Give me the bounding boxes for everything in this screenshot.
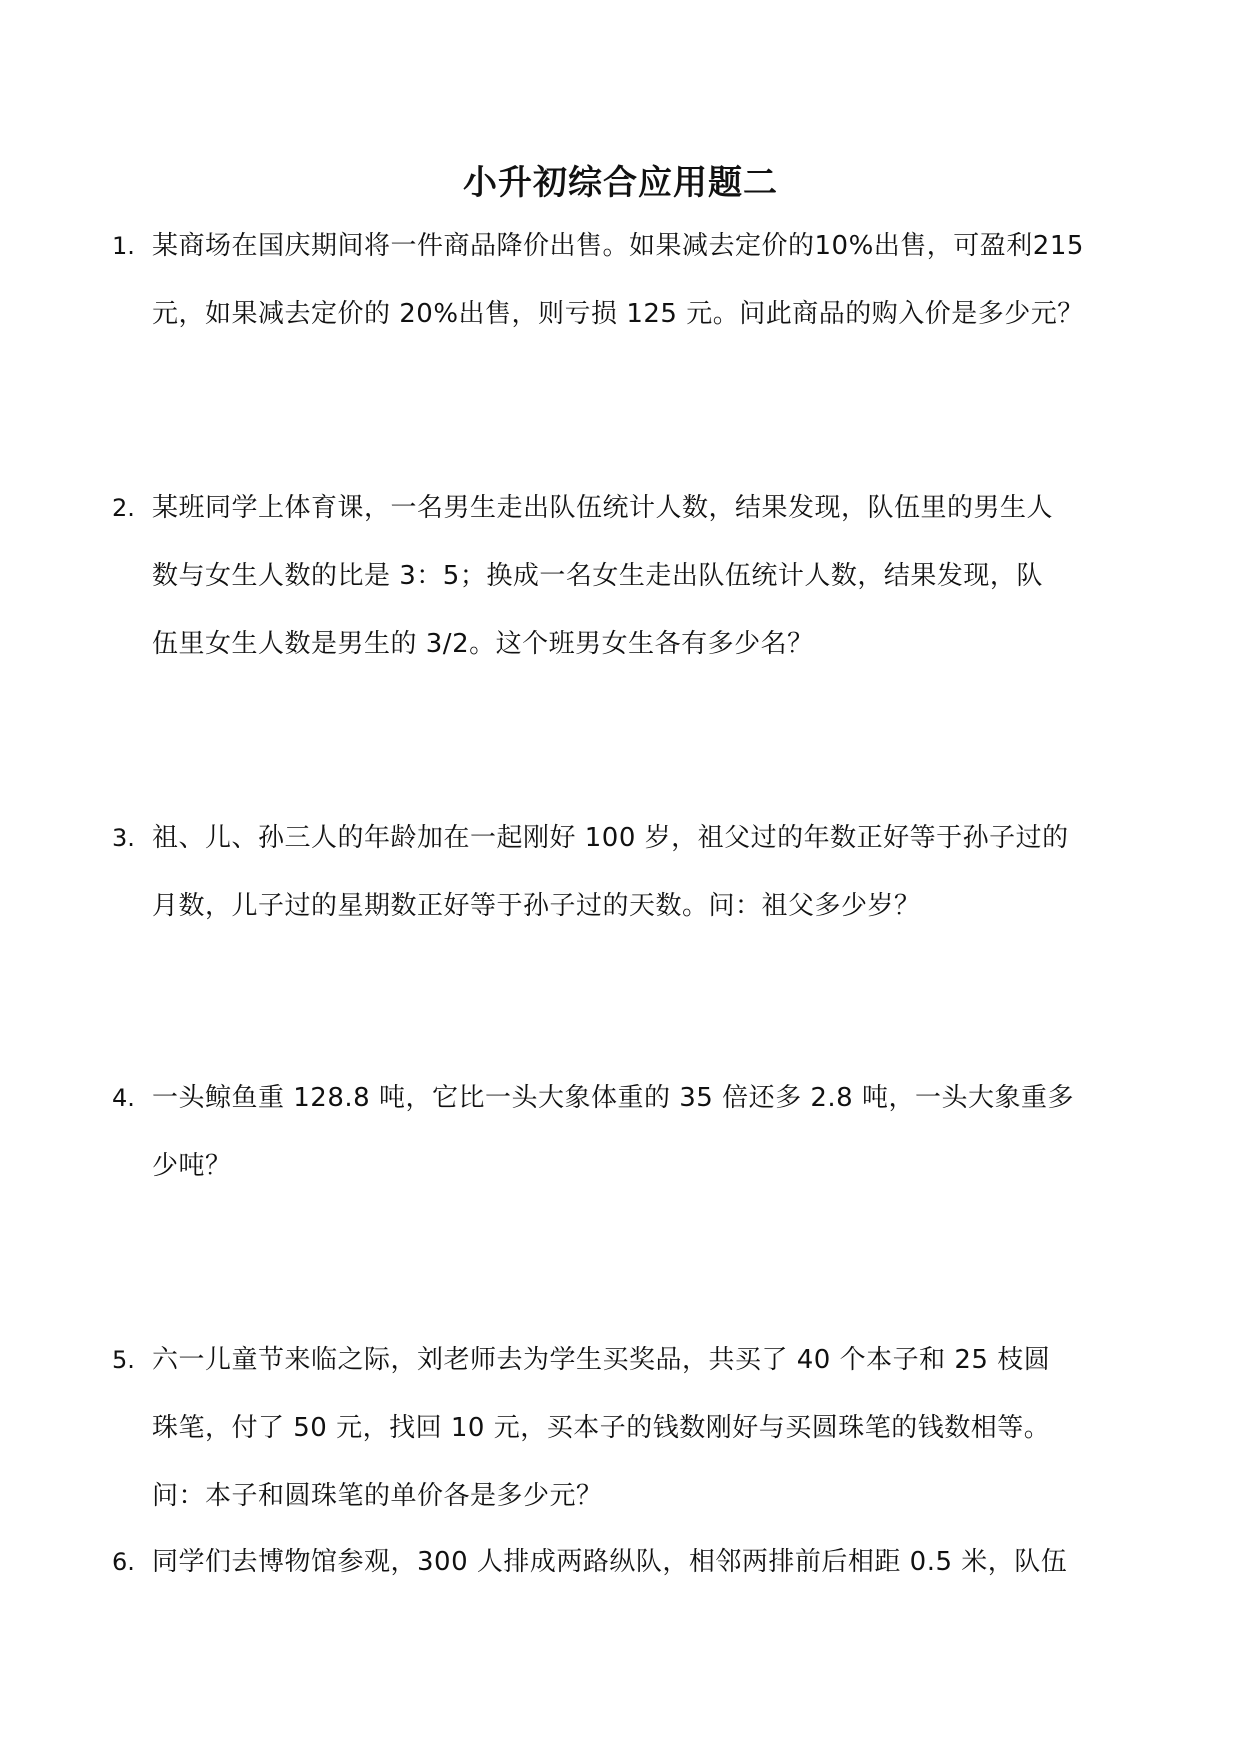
question-1 <box>112 212 1132 348</box>
question-number: 6. <box>112 1548 135 1576</box>
question-text <box>152 474 1132 678</box>
question-line: 元，如果减去定价的 20%出售，则亏损 125 元。问此商品的购入价是多少元？ <box>152 299 1084 329</box>
question-text <box>152 1326 1132 1530</box>
question-number: 2. <box>112 494 135 522</box>
question-number: 1. <box>112 232 135 260</box>
question-text <box>152 212 1132 348</box>
question-line: 同学们去博物馆参观，300 人排成两路纵队，相邻两排前后相距 0.5 米，队伍 <box>152 1547 1068 1577</box>
question-number: 3. <box>112 824 135 852</box>
question-line: 珠笔，付了 50 元，找回 10 元，买本子的钱数刚好与买圆珠笔的钱数相等。 <box>152 1413 1051 1443</box>
page-title: 小升初综合应用题二 <box>463 163 778 203</box>
question-number: 4. <box>112 1084 135 1112</box>
question-line: 伍里女生人数是男生的 3/2。这个班男女生各有多少名？ <box>152 629 814 659</box>
question-6 <box>112 1528 1132 1596</box>
question-line: 少吨？ <box>152 1151 232 1181</box>
question-text <box>152 1064 1132 1200</box>
question-line: 数与女生人数的比是 3：5；换成一名女生走出队伍统计人数，结果发现，队 <box>152 561 1043 591</box>
question-2 <box>112 474 1132 678</box>
question-3 <box>112 804 1132 940</box>
question-line: 一头鲸鱼重 128.8 吨，它比一头大象体重的 35 倍还多 2.8 吨，一头大象重多 <box>152 1083 1074 1113</box>
question-number: 5. <box>112 1346 135 1374</box>
question-line: 月数，儿子过的星期数正好等于孙子过的天数。问：祖父多少岁？ <box>152 891 921 921</box>
question-line: 六一儿童节来临之际，刘老师去为学生买奖品，共买了 40 个本子和 25 枝圆 <box>152 1345 1051 1375</box>
question-line: 某班同学上体育课，一名男生走出队伍统计人数，结果发现，队伍里的男生人 <box>152 493 1054 523</box>
question-line: 问：本子和圆珠笔的单价各是多少元？ <box>152 1481 603 1511</box>
question-text <box>152 804 1132 940</box>
question-line: 某商场在国庆期间将一件商品降价出售。如果减去定价的10%出售，可盈利215 <box>152 231 1084 261</box>
question-4 <box>112 1064 1132 1200</box>
question-line: 祖、儿、孙三人的年龄加在一起刚好 100 岁，祖父过的年数正好等于孙子过的 <box>152 823 1069 853</box>
question-text <box>152 1528 1132 1596</box>
question-5 <box>112 1326 1132 1530</box>
